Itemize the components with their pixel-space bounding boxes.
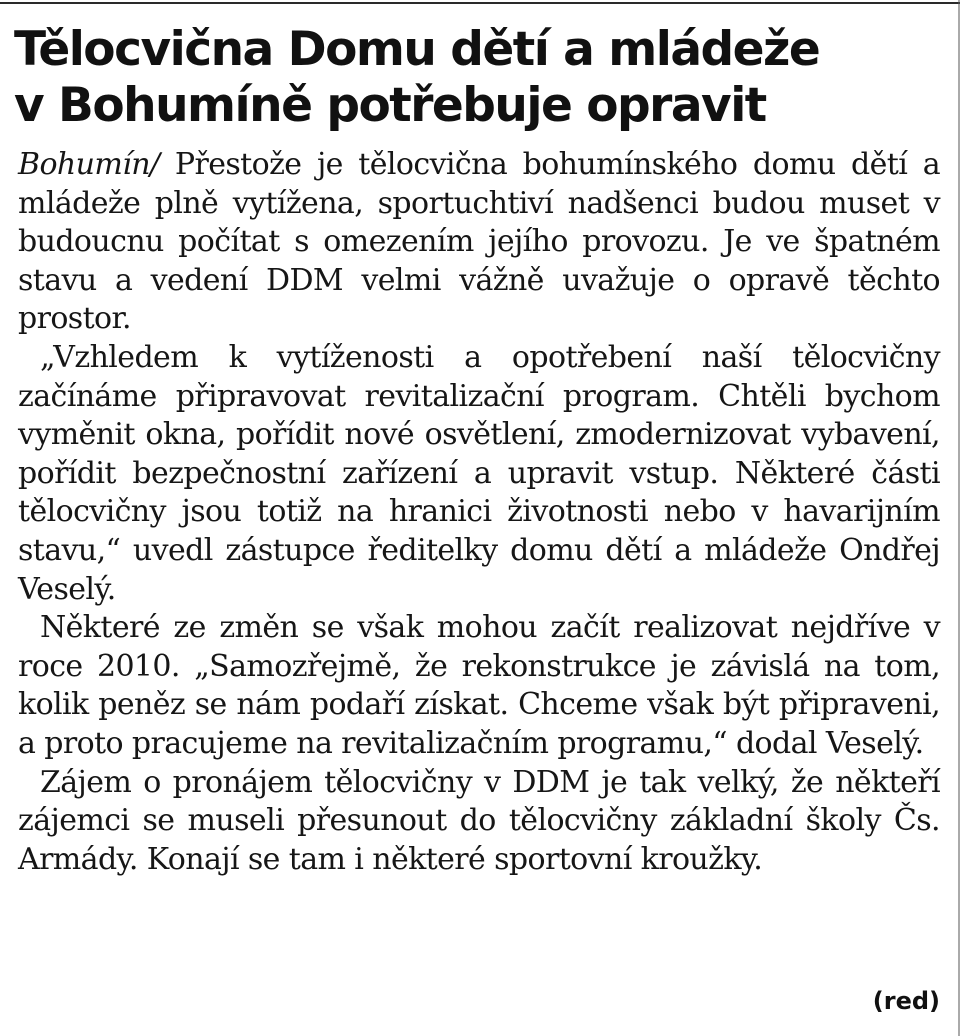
dateline: Bohumín/ (18, 147, 160, 182)
headline-line-2: v Bohumíně potřebuje opravit (14, 78, 766, 133)
column-rule-right (958, 0, 960, 1036)
paragraph-3: Některé ze změn se však mohou začít realizovat nejdříve v roce 2010. „Samozřejmě, že rekonstrukce je závislá na tom, kolik peněz se nám podaří získat. Chceme však být připraveni, a proto pracujeme na revitalizačním programu,“ dodal Veselý. (18, 610, 940, 761)
article-body (18, 146, 940, 879)
column-rule-top (0, 2, 960, 4)
paragraph-2: „Vzhledem k vytíženosti a opotřebení naší tělocvičny začínáme připravovat revitalizační program. Chtěli bychom vyměnit okna, pořídit nové osvětlení, zmodernizovat vybavení, pořídit bezpečnostní zařízení a upravit vstup. Některé části tělocvičny jsou totiž na hranici životnosti nebo v havarijním stavu,“ uvedl zástupce ředitelky domu dětí a mládeže Ondřej Veselý. (18, 339, 940, 607)
paragraph-4: Zájem o pronájem tělocvičny v DDM je tak velký, že někteří zájemci se museli přesunout do tělocvičny základní školy Čs. Armády. Konají se tam i některé sportovní kroužky. (18, 764, 940, 877)
author-signature: (red) (872, 987, 940, 1015)
paragraph-1 (18, 146, 940, 339)
article-headline (14, 22, 954, 134)
paragraph-1-text: Přestože je tělocvična bohumínského domu dětí a mládeže plně vytížena, sportuchtiví nadšenci budou muset v budoucnu počítat s omezením jejího provozu. Je ve špatném stavu a vedení DDM velmi vážně uvažuje o opravě těchto prostor. (18, 147, 940, 337)
headline-line-1: Tělocvična Domu dětí a mládeže (14, 22, 820, 77)
